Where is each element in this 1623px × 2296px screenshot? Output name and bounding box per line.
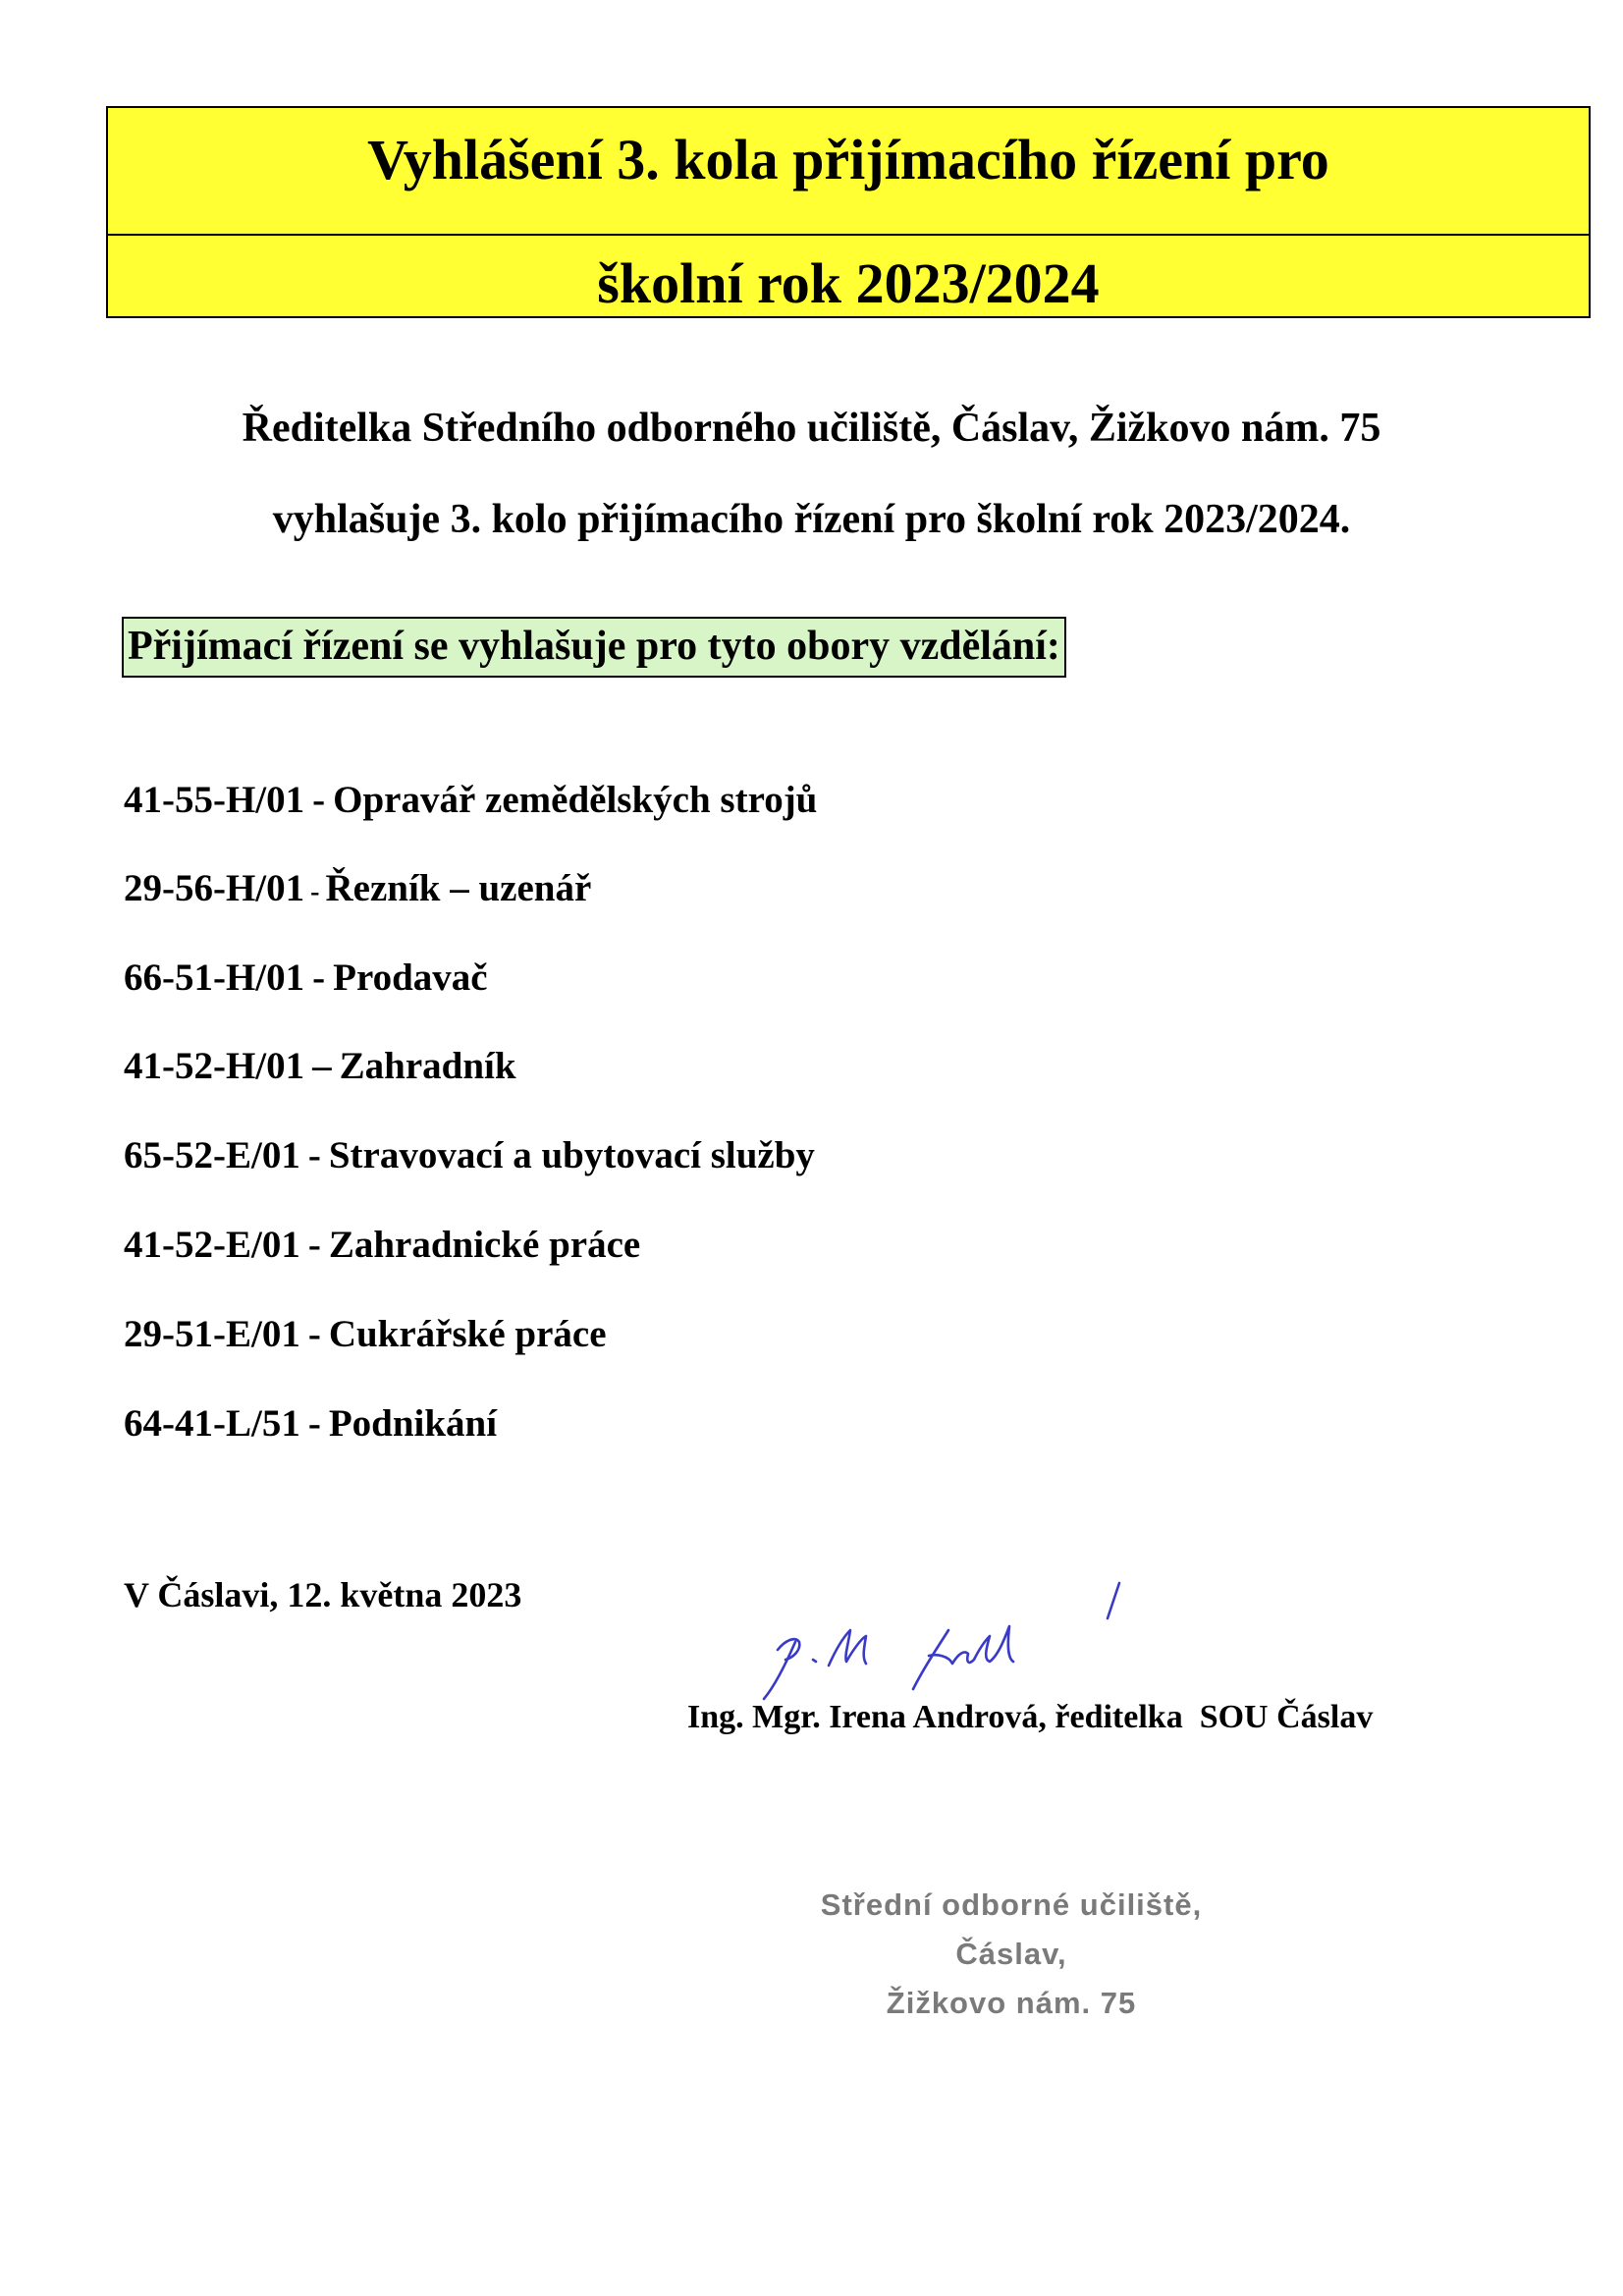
program-item — [124, 1047, 516, 1085]
program-name: Opravář zemědělských strojů — [333, 779, 818, 821]
program-item — [124, 1404, 497, 1443]
stamp — [805, 1881, 1217, 2028]
title-line-2: školní rok 2023/2024 — [597, 251, 1100, 315]
program-item — [124, 1136, 815, 1175]
date-line: V Čáslavi, 12. května 2023 — [124, 1575, 522, 1614]
signature-stroke — [813, 1660, 816, 1662]
program-name: Cukrářské práce — [328, 1313, 607, 1355]
title-divider — [108, 234, 1589, 236]
program-name: Řezník – uzenář — [325, 867, 592, 909]
program-separator: - — [312, 957, 326, 999]
program-item — [124, 1226, 640, 1264]
program-item — [124, 869, 591, 907]
signature-strokes — [764, 1583, 1119, 1699]
program-item — [124, 958, 488, 997]
program-item — [124, 781, 817, 819]
program-code: 29-56-H/01 — [124, 867, 305, 909]
section-heading: Přijímací řízení se vyhlašuje pro tyto obory vzdělání: — [122, 617, 1066, 678]
program-separator: - — [312, 779, 326, 821]
program-separator: - — [307, 1134, 321, 1176]
program-separator: – — [312, 1045, 332, 1087]
stamp-line-2: Čáslav, — [955, 1937, 1067, 1971]
program-name: Zahradník — [339, 1045, 516, 1087]
program-name: Prodavač — [333, 957, 488, 999]
program-code: 66-51-H/01 — [124, 957, 305, 999]
program-separator: - — [307, 1224, 321, 1266]
title-line-1: Vyhlášení 3. kola přijímacího řízení pro — [367, 128, 1329, 191]
signature-stroke — [1108, 1583, 1119, 1618]
signature-image — [756, 1571, 1149, 1709]
program-code: 29-51-E/01 — [124, 1313, 300, 1355]
signature-stroke — [764, 1639, 799, 1699]
intro-line-2: vyhlašuje 3. kolo přijímacího řízení pro školní rok 2023/2024. — [272, 497, 1351, 542]
program-name: Stravovací a ubytovací služby — [328, 1134, 815, 1176]
program-code: 41-55-H/01 — [124, 779, 305, 821]
stamp-line-3: Žižkovo nám. 75 — [886, 1986, 1137, 2020]
program-code: 41-52-E/01 — [124, 1224, 300, 1266]
program-item — [124, 1315, 607, 1353]
program-code: 64-41-L/51 — [124, 1402, 300, 1445]
program-code: 41-52-H/01 — [124, 1045, 305, 1087]
stamp-line-1: Střední odborné učiliště, — [820, 1887, 1203, 1922]
program-name: Zahradnické práce — [328, 1224, 641, 1266]
title-box — [106, 106, 1591, 318]
intro-line-1: Ředitelka Středního odborného učiliště, Čáslav, Žižkovo nám. 75 — [242, 406, 1381, 451]
signer-line: Ing. Mgr. Irena Andrová, ředitelka SOU Čáslav — [687, 1699, 1374, 1735]
program-separator: - — [310, 877, 320, 907]
signature-stroke — [913, 1626, 1013, 1689]
program-separator: - — [307, 1313, 321, 1355]
program-name: Podnikání — [328, 1402, 498, 1445]
program-separator: - — [307, 1402, 321, 1445]
program-code: 65-52-E/01 — [124, 1134, 300, 1176]
signature-stroke — [829, 1630, 866, 1666]
